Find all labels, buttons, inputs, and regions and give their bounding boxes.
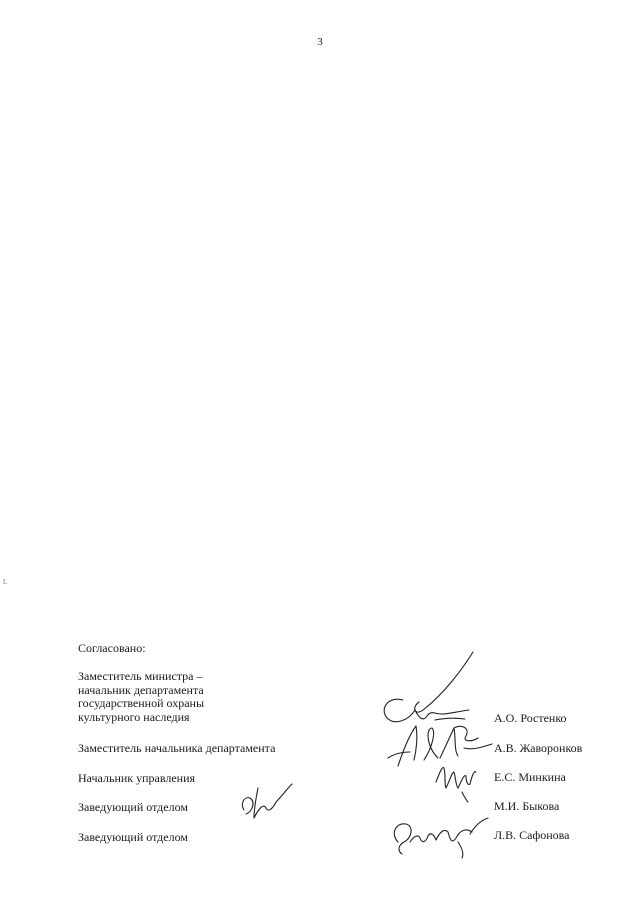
approver-title-deputy-head [78,742,275,756]
signature-bykova [238,782,296,824]
approver-name-safonova: Л.В. Сафонова [494,828,570,842]
approver-title-head-of-division [78,772,195,786]
approver-title-line: Заведующий отделом [78,800,188,814]
approver-title-line: Заместитель министра – [78,669,203,683]
approver-title-line: Начальник управления [78,771,196,785]
approver-title-line: начальник департамента [78,682,204,697]
approval-heading: Согласовано: [78,641,146,655]
approver-title-deputy-minister [78,670,204,724]
page-number: 3 [317,36,323,48]
approver-title-department-head-2 [78,831,188,845]
signature-minkina [432,758,482,804]
approver-title-line: Заведующий отделом [78,830,188,844]
signature-safonova [382,812,490,860]
approver-title-line: Заместитель начальника департамента [78,741,276,755]
approver-title-line: государственной охраны [78,696,205,710]
approver-title-department-head-1 [78,801,188,815]
approver-name-rostenko: А.О. Ростенко [494,711,567,725]
approver-name-bykova: М.И. Быкова [494,799,560,813]
approver-title-line: культурного наследия [78,709,190,724]
margin-mark: L [3,578,8,586]
approver-name-minkina: Е.С. Минкина [494,770,566,784]
approver-name-zhavoronkov: А.В. Жаворонков [494,741,583,755]
